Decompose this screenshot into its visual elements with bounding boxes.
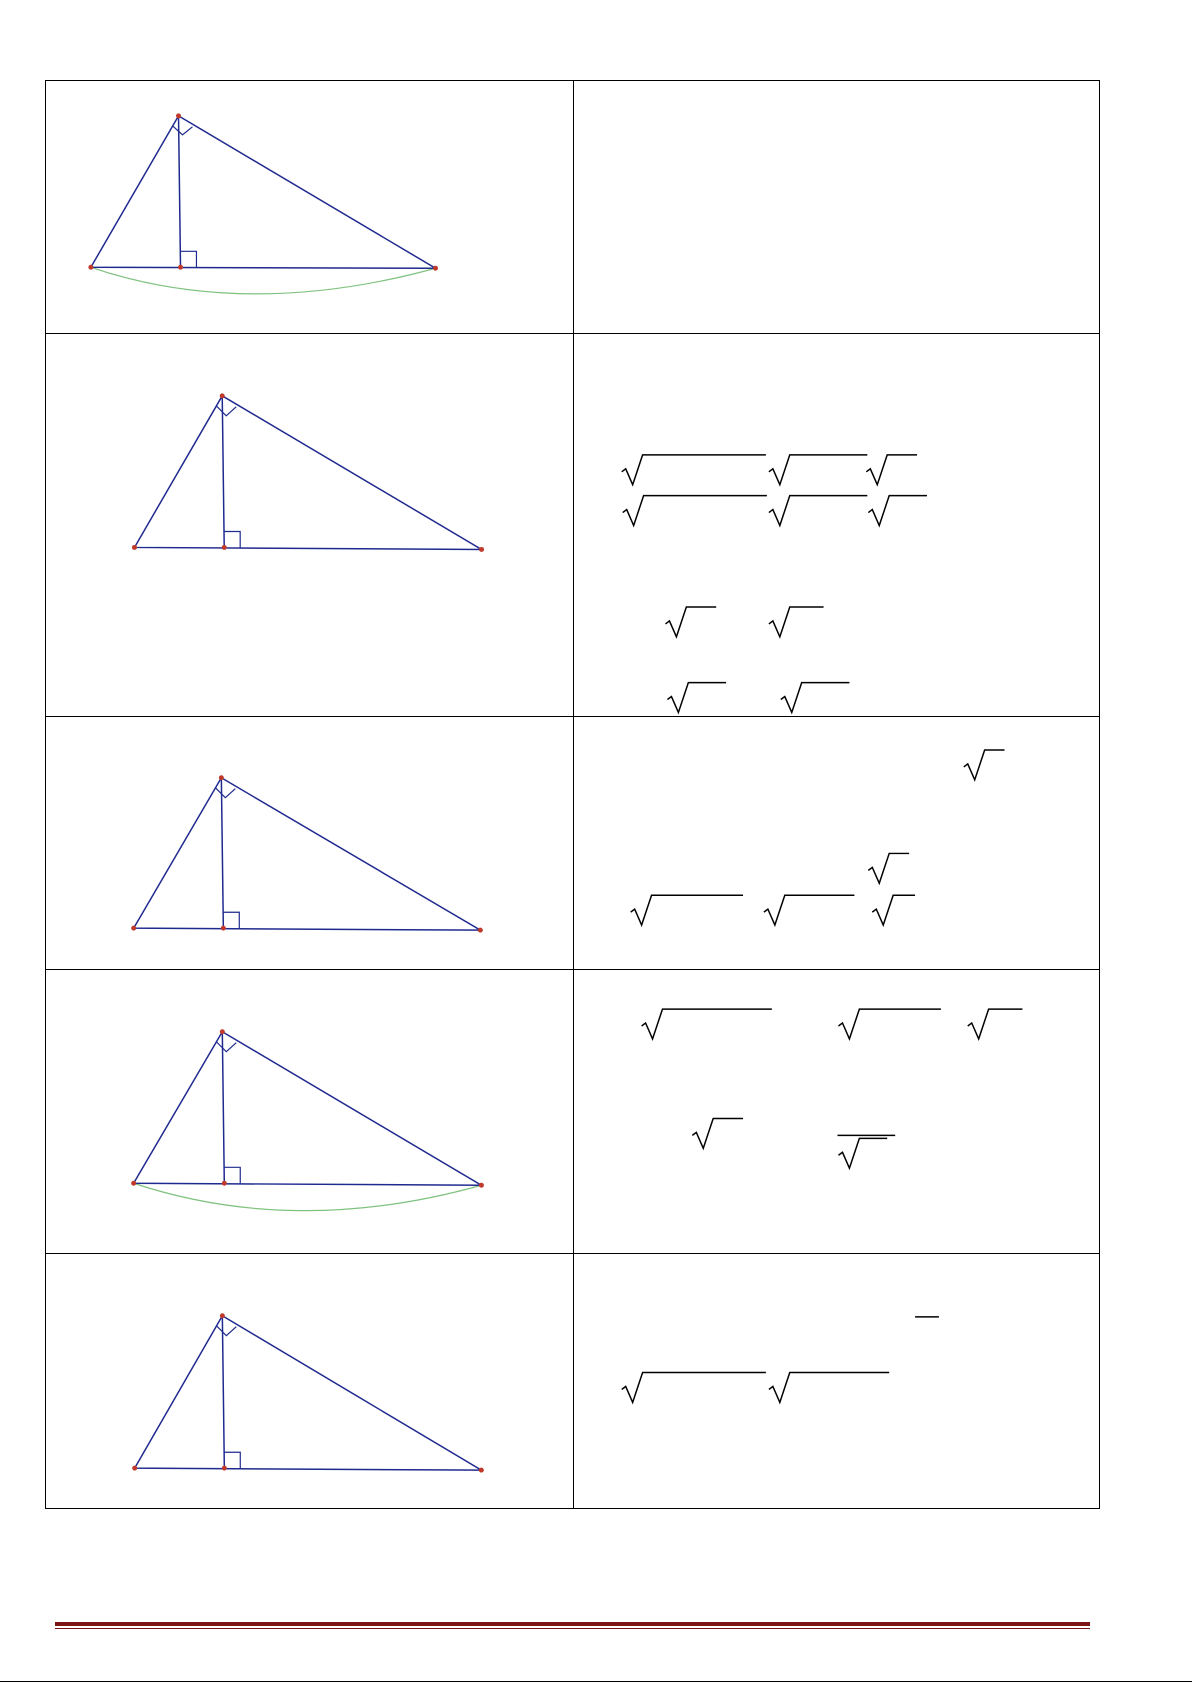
point xyxy=(220,1029,225,1034)
point xyxy=(131,1181,136,1186)
exercise-table xyxy=(45,80,1100,1509)
sqrt-sign xyxy=(692,1118,743,1148)
altitude xyxy=(221,778,223,928)
right-angle-mark-foot xyxy=(224,1452,240,1468)
text-cell-3 xyxy=(574,717,1100,970)
text-cell-1 xyxy=(574,81,1100,334)
sqrt-sign xyxy=(838,1138,887,1168)
point xyxy=(176,113,181,118)
footer-rule xyxy=(55,1622,1090,1626)
point xyxy=(479,1468,484,1473)
point xyxy=(131,926,136,931)
triangle xyxy=(91,116,436,268)
right-angle-mark-foot xyxy=(223,912,239,928)
sqrt-sign xyxy=(623,496,767,526)
point xyxy=(178,265,183,270)
point xyxy=(479,547,484,552)
sqrt-sign xyxy=(872,895,915,925)
table-row xyxy=(46,81,1100,334)
point xyxy=(88,265,93,270)
sqrt-sign xyxy=(764,895,854,925)
text-cell-5 xyxy=(574,1254,1100,1509)
point xyxy=(222,1181,227,1186)
sqrt-sign xyxy=(868,853,909,883)
radical-signs-4 xyxy=(574,970,1099,1253)
arc-green xyxy=(91,267,436,294)
right-angle-mark-apex xyxy=(216,1042,236,1052)
sqrt-sign xyxy=(968,1009,1023,1039)
text-cell-4 xyxy=(574,970,1100,1254)
altitude xyxy=(222,1316,224,1468)
point xyxy=(478,928,483,933)
triangle xyxy=(134,396,481,550)
sqrt-sign xyxy=(769,1373,889,1403)
sqrt-sign xyxy=(667,683,726,713)
right-angle-mark-foot xyxy=(224,1167,240,1183)
figure-cell-1 xyxy=(46,81,574,334)
sqrt-sign xyxy=(838,1009,940,1039)
page-bottom-edge xyxy=(0,1681,1192,1682)
figure-cell-4 xyxy=(46,970,574,1254)
altitude xyxy=(222,1032,224,1183)
sqrt-sign xyxy=(642,1009,772,1039)
right-angle-mark-apex xyxy=(215,788,235,798)
sqrt-sign xyxy=(769,496,867,526)
sqrt-sign xyxy=(781,683,850,713)
triangle-figure-3 xyxy=(46,717,573,969)
triangle-figure-5 xyxy=(46,1254,573,1508)
triangle-figure-4 xyxy=(46,970,573,1253)
radical-signs-2 xyxy=(574,334,1099,716)
altitude xyxy=(179,116,181,267)
table-row xyxy=(46,717,1100,970)
point xyxy=(132,1466,137,1471)
point xyxy=(433,266,438,271)
point xyxy=(222,545,227,550)
sqrt-sign xyxy=(622,455,766,485)
triangle xyxy=(135,1316,482,1470)
sqrt-sign xyxy=(866,455,917,485)
table-row xyxy=(46,970,1100,1254)
table-row xyxy=(46,334,1100,717)
right-angle-mark-apex xyxy=(216,1326,236,1336)
altitude xyxy=(222,396,224,548)
text-cell-2 xyxy=(574,334,1100,717)
point xyxy=(221,926,226,931)
point xyxy=(479,1183,484,1188)
figure-cell-2 xyxy=(46,334,574,717)
sqrt-sign xyxy=(964,750,1005,780)
right-angle-mark-apex xyxy=(173,126,193,135)
triangle xyxy=(134,778,481,930)
figure-cell-3 xyxy=(46,717,574,970)
table-row xyxy=(46,1254,1100,1509)
sqrt-sign xyxy=(665,607,716,637)
footer-rule xyxy=(55,1628,1090,1629)
point xyxy=(219,775,224,780)
triangle-figure-1 xyxy=(46,81,573,333)
triangle-figure-2 xyxy=(46,334,573,716)
triangle xyxy=(134,1032,482,1185)
radical-signs-5 xyxy=(574,1254,1099,1508)
sqrt-sign xyxy=(868,496,927,526)
sqrt-sign xyxy=(631,895,743,925)
figure-cell-5 xyxy=(46,1254,574,1509)
point xyxy=(220,393,225,398)
point xyxy=(220,1313,225,1318)
right-angle-mark-foot xyxy=(224,531,240,547)
point xyxy=(132,545,137,550)
radical-signs-3 xyxy=(574,717,1099,969)
right-angle-mark-foot xyxy=(181,251,197,267)
sqrt-sign xyxy=(769,455,867,485)
right-angle-mark-apex xyxy=(216,406,236,416)
arc-green xyxy=(134,1183,482,1210)
sqrt-sign xyxy=(622,1373,766,1403)
sqrt-sign xyxy=(769,607,824,637)
point xyxy=(222,1466,227,1471)
